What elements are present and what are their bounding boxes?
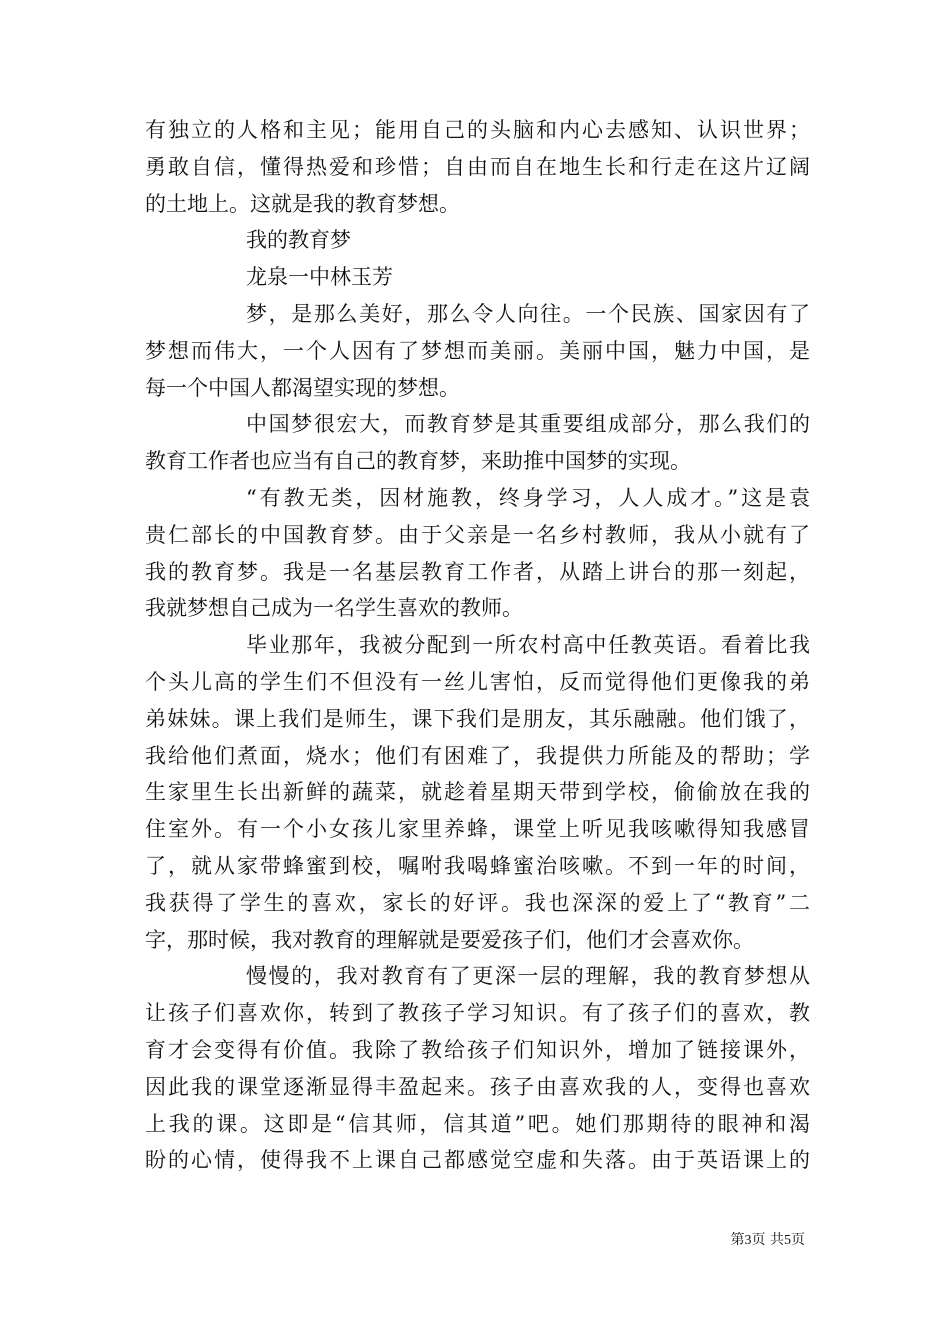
text-line: 生家里生长出新鲜的蔬菜，就趁着星期天带到学校，偷偷放在我的 — [145, 780, 810, 805]
text-line: 龙泉一中林玉芳 — [246, 265, 393, 290]
text-line: 字，那时候，我对教育的理解就是要爱孩子们，他们才会喜欢你。 — [145, 927, 754, 952]
text-line: 中国梦很宏大，而教育梦是其重要组成部分，那么我们的 — [246, 412, 810, 437]
text-line: 上我的课。这即是“信其师，信其道”吧。她们那期待的眼神和渴 — [145, 1111, 810, 1136]
footer-middle: 页 共 — [751, 1232, 784, 1248]
footer-total-pages: 5 — [784, 1233, 791, 1248]
text-line: “有教无类，因材施教，终身学习，人人成才。”这是袁 — [246, 485, 810, 510]
text-line: 每一个中国人都渴望实现的梦想。 — [145, 375, 460, 400]
text-line: 个头儿高的学生们不但没有一丝儿害怕，反而觉得他们更像我的弟 — [145, 669, 810, 694]
text-line: 我的教育梦 — [246, 228, 351, 253]
text-line: 我就梦想自己成为一名学生喜欢的教师。 — [145, 596, 523, 621]
text-line: 毕业那年，我被分配到一所农村高中任教英语。看着比我 — [246, 633, 810, 658]
document-body — [145, 112, 810, 1179]
text-line: 育才会变得有价值。我除了教给孩子们知识外，增加了链接课外， — [145, 1037, 810, 1062]
text-line: 勇敢自信，懂得热爱和珍惜；自由而自在地生长和行走在这片辽阔 — [145, 154, 810, 179]
text-line: 的土地上。这就是我的教育梦想。 — [145, 191, 460, 216]
text-line: 教育工作者也应当有自己的教育梦，来助推中国梦的实现。 — [145, 449, 691, 474]
page-footer — [731, 1230, 805, 1251]
text-line: 梦，是那么美好，那么令人向往。一个民族、国家因有了 — [246, 301, 810, 326]
text-line: 我给他们煮面，烧水；他们有困难了，我提供力所能及的帮助；学 — [145, 743, 810, 768]
text-line: 因此我的课堂逐渐显得丰盈起来。孩子由喜欢我的人，变得也喜欢 — [145, 1074, 810, 1099]
text-line: 盼的心情，使得我不上课自己都感觉空虚和失落。由于英语课上的 — [145, 1148, 810, 1173]
text-line: 贵仁部长的中国教育梦。由于父亲是一名乡村教师，我从小就有了 — [145, 522, 810, 547]
text-line: 有独立的人格和主见；能用自己的头脑和内心去感知、认识世界； — [145, 118, 810, 142]
text-line: 住室外。有一个小女孩儿家里养蜂，课堂上听见我咳嗽得知我感冒 — [145, 817, 810, 842]
footer-prefix: 第 — [730, 1232, 745, 1248]
text-line: 了，就从家带蜂蜜到校，嘱咐我喝蜂蜜治咳嗽。不到一年的时间， — [145, 853, 810, 878]
footer-suffix: 页 — [791, 1232, 805, 1248]
text-line: 梦想而伟大，一个人因有了梦想而美丽。美丽中国，魅力中国，是 — [145, 338, 810, 363]
text-line: 慢慢的，我对教育有了更深一层的理解，我的教育梦想从 — [246, 964, 810, 989]
text-line: 弟妹妹。课上我们是师生，课下我们是朋友，其乐融融。他们饿了， — [145, 706, 810, 731]
text-line: 我的教育梦。我是一名基层教育工作者，从踏上讲台的那一刻起， — [145, 559, 810, 584]
text-line: 我获得了学生的喜欢，家长的好评。我也深深的爱上了“教育”二 — [145, 890, 810, 915]
footer-current-page: 3 — [744, 1233, 752, 1248]
text-line: 让孩子们喜欢你，转到了教孩子学习知识。有了孩子们的喜欢，教 — [145, 1001, 810, 1026]
